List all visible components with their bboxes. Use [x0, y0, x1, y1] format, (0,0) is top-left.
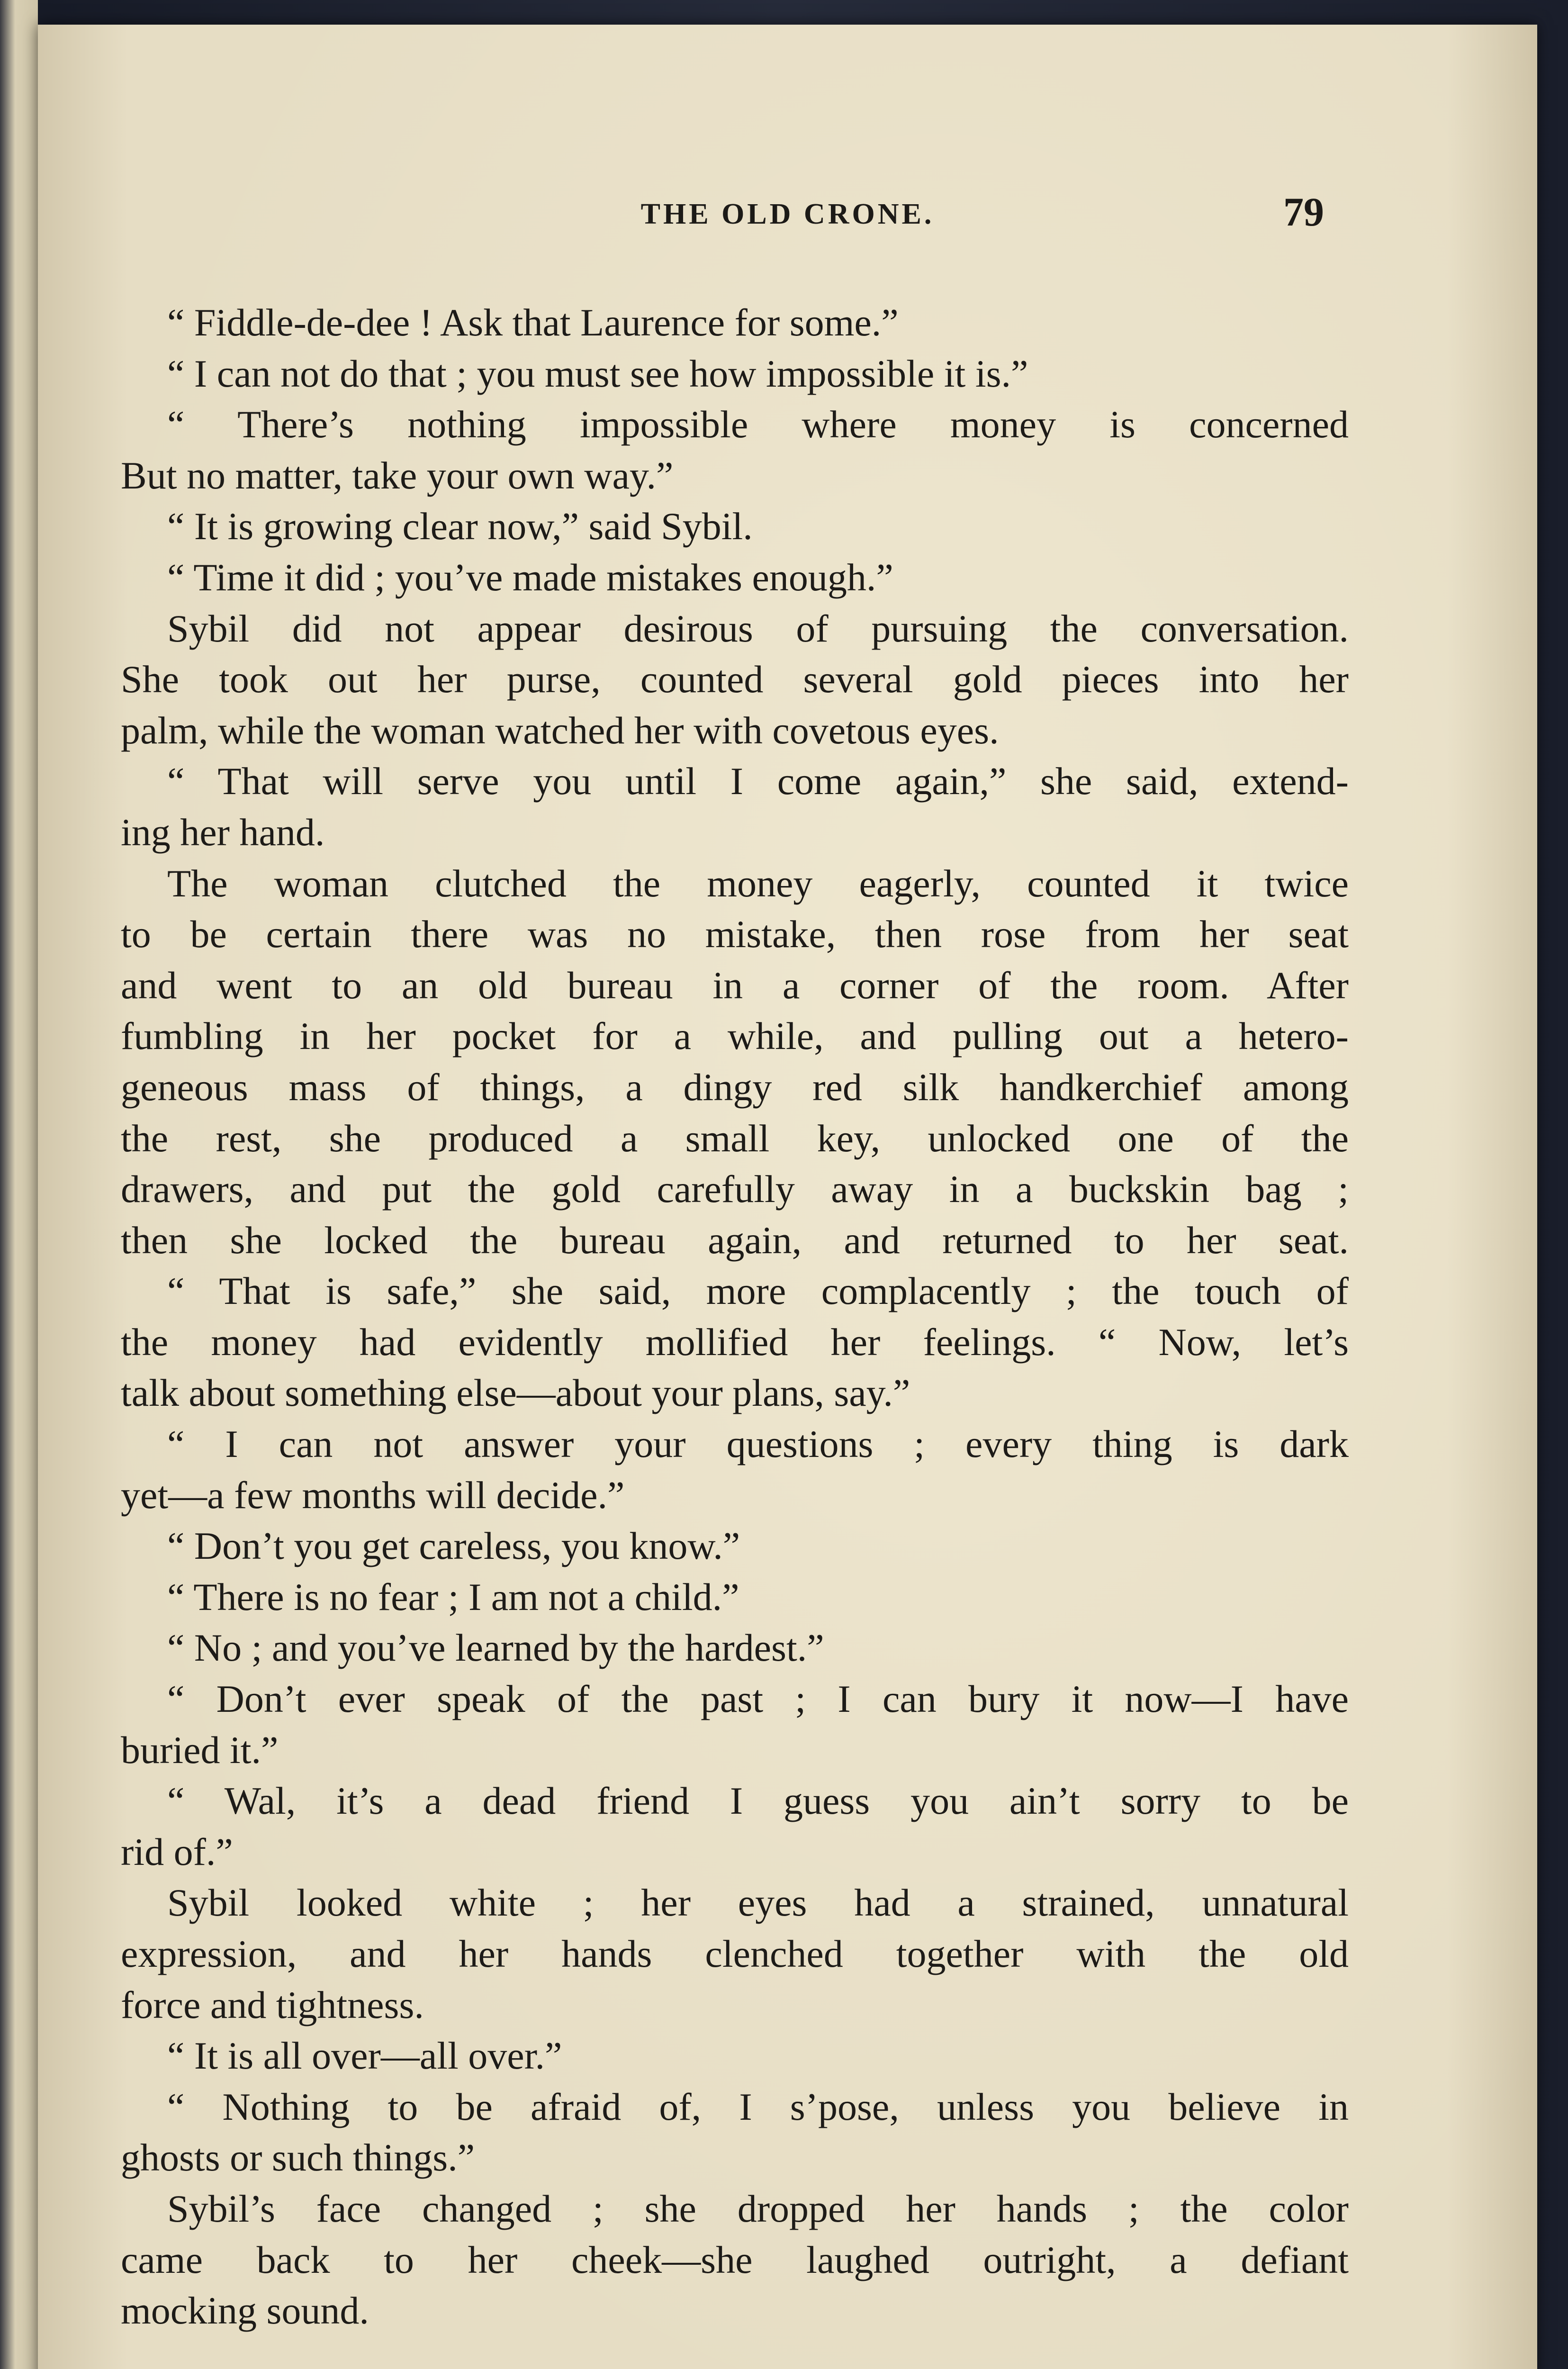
text-line: fumbling in her pocket for a while, and pulling out a hetero- — [121, 1014, 1349, 1058]
text-line: mocking sound. — [121, 2289, 369, 2333]
text-line: expression, and her hands clenched together with the old — [121, 1932, 1349, 1975]
text-line: drawers, and put the gold carefully away in a buckskin bag ; — [121, 1167, 1349, 1211]
text-line: “ There is no fear ; I am not a child.” — [167, 1575, 739, 1619]
text-line: the money had evidently mollified her feelings. “ Now, let’s — [121, 1320, 1349, 1364]
text-line: “ Don’t you get careless, you know.” — [167, 1524, 740, 1568]
text-line: force and tightness. — [121, 1983, 424, 2026]
facing-page-edge — [0, 0, 38, 2369]
text-line: and went to an old bureau in a corner of the room. After — [121, 963, 1349, 1007]
text-line: “ I can not do that ; you must see how impossible it is.” — [167, 352, 1028, 395]
text-line: came back to her cheek—she laughed outright, a defiant — [121, 2238, 1349, 2281]
text-line: “ It is growing clear now,” said Sybil. — [167, 505, 753, 548]
text-line: The woman clutched the money eagerly, counted it twice — [167, 861, 1349, 905]
text-line: But no matter, take your own way.” — [121, 453, 674, 497]
text-line: Sybil did not appear desirous of pursuing the conversation. — [167, 606, 1349, 650]
text-line: “ There’s nothing impossible where money is concerned — [167, 403, 1349, 446]
text-line: the rest, she produced a small key, unlocked one of the — [121, 1116, 1349, 1160]
text-line: “ That will serve you until I come again,” she said, extend- — [167, 760, 1349, 803]
page-header — [38, 188, 1537, 245]
text-line: to be certain there was no mistake, then rose from her seat — [121, 913, 1349, 956]
page-number: 79 — [1283, 189, 1324, 235]
text-line: She took out her purse, counted several gold pieces into her — [121, 658, 1349, 701]
text-line: palm, while the woman watched her with covetous eyes. — [121, 708, 999, 752]
text-line: talk about something else—about your plans, say.” — [121, 1371, 910, 1415]
text-line: Sybil looked white ; her eyes had a strained, unnatural — [167, 1881, 1349, 1925]
running-title: THE OLD CRONE. — [640, 198, 935, 230]
text-line: “ Nothing to be afraid of, I s’pose, unless you believe in — [167, 2085, 1349, 2128]
text-line: “ I can not answer your questions ; every thing is dark — [167, 1422, 1349, 1466]
text-line: ghosts or such things.” — [121, 2136, 475, 2179]
text-line: geneous mass of things, a dingy red silk handkerchief among — [121, 1065, 1349, 1109]
text-line: “ No ; and you’ve learned by the hardest.” — [167, 1626, 824, 1670]
text-line: then she locked the bureau again, and returned to her seat. — [121, 1218, 1349, 1262]
text-line: “ Fiddle-de-dee ! Ask that Laurence for some.” — [167, 301, 899, 344]
text-line: Sybil’s face changed ; she dropped her hands ; the color — [167, 2187, 1349, 2230]
text-line: buried it.” — [121, 1728, 279, 1772]
body-text — [121, 297, 1349, 2336]
text-line: rid of.” — [121, 1830, 233, 1873]
text-line: “ Don’t ever speak of the past ; I can bury it now—I have — [167, 1677, 1349, 1721]
text-line: “ That is safe,” she said, more complacently ; the touch of — [167, 1269, 1349, 1313]
text-line: “ Wal, it’s a dead friend I guess you ain’t sorry to be — [167, 1779, 1349, 1823]
text-line: “ It is all over—all over.” — [167, 2034, 562, 2078]
text-line: yet—a few months will decide.” — [121, 1473, 625, 1517]
text-line: “ Time it did ; you’ve made mistakes enough.” — [167, 555, 893, 599]
book-page — [38, 25, 1537, 2369]
text-line: ing her hand. — [121, 810, 325, 854]
